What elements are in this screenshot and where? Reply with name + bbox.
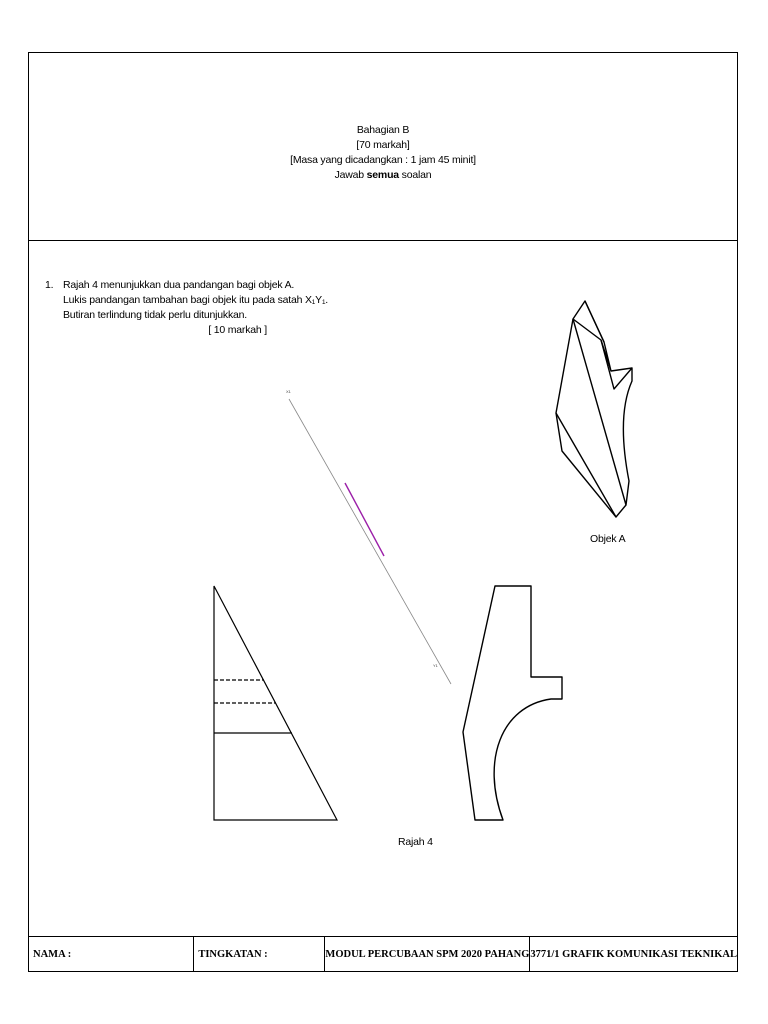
label-x1: X1 (286, 389, 291, 394)
exam-sheet (28, 52, 738, 972)
technical-drawing (29, 53, 739, 938)
footer-form: TINGKATAN : (194, 937, 325, 971)
question-line-2: Lukis pandangan tambahan bagi objek itu pada satah X₁Y₁. (63, 294, 329, 306)
instruction: Jawab semua soalan (334, 169, 432, 181)
footer-module: MODUL PERCUBAAN SPM 2020 PAHANG (325, 937, 530, 971)
section-title: Bahagian B (356, 124, 410, 136)
question-number: 1. (45, 279, 54, 291)
question-marks: [ 10 markah ] (208, 324, 267, 336)
object-a-top-face (573, 301, 611, 371)
plane-highlight-segment (345, 483, 384, 556)
view-curved (463, 586, 562, 820)
object-a-pictorial (556, 301, 632, 517)
figure-label: Rajah 4 (398, 836, 433, 848)
footer-name: NAMA : (29, 937, 194, 971)
footer-paper: 3771/1 GRAFIK KOMUNIKASI TEKNIKAL (530, 948, 737, 960)
object-a-label: Objek A (590, 533, 626, 545)
plane-x1y1-line (289, 399, 451, 684)
question-line-1: Rajah 4 menunjukkan dua pandangan bagi objek A. (63, 279, 295, 291)
footer (29, 936, 737, 971)
label-y1: Y1 (433, 663, 438, 668)
question-line-3: Butiran terlindung tidak perlu ditunjukkan. (63, 309, 248, 321)
view-triangle (214, 586, 337, 820)
suggested-time: [Masa yang dicadangkan : 1 jam 45 minit] (290, 154, 476, 166)
section-marks: [70 markah] (356, 139, 410, 151)
